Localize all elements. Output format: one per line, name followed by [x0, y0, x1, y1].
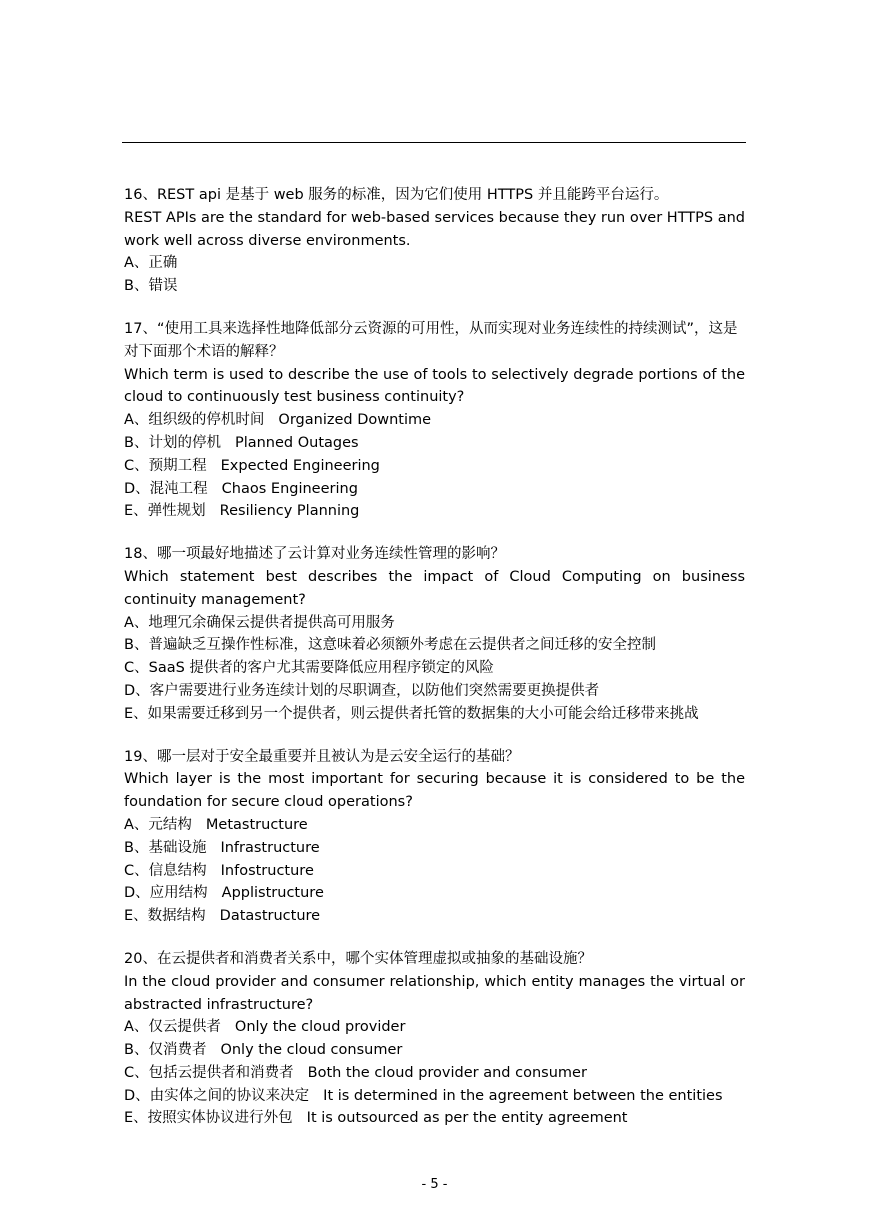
- option-chinese: D、由实体之间的协议来决定: [124, 1087, 310, 1104]
- answer-option: [124, 837, 745, 860]
- page-number: - 5 -: [421, 1177, 448, 1192]
- option-english: Only the cloud provider: [234, 1019, 406, 1036]
- answer-option: [124, 703, 745, 726]
- option-english: Only the cloud consumer: [220, 1042, 403, 1059]
- answer-option: [124, 252, 745, 275]
- option-chinese: C、SaaS 提供者的客户尤其需要降低应用程序锁定的风险: [124, 660, 494, 677]
- option-chinese: A、仅云提供者: [124, 1019, 221, 1036]
- answer-option: [124, 500, 745, 523]
- option-english: Infostructure: [220, 862, 314, 879]
- question-title: 16、REST api 是基于 web 服务的标准，因为它们使用 HTTPS 并且能跨平台运行。: [124, 187, 669, 203]
- answer-option: [124, 814, 745, 837]
- answer-option: [124, 1016, 745, 1039]
- question-english: REST APIs are the standard for web-based services because they run over HTTPS and work well across diverse environments.: [124, 209, 745, 249]
- option-chinese: A、地理冗余确保云提供者提供高可用服务: [124, 614, 395, 631]
- option-chinese: A、元结构: [124, 816, 192, 833]
- question-title: 17、“使用工具来选择性地降低部分云资源的可用性，从而实现对业务连续性的持续测试”，这是对下面那个术语的解释？: [124, 320, 738, 360]
- option-chinese: B、仅消费者: [124, 1042, 207, 1059]
- option-chinese: B、普遍缺乏互操作性标准，这意味着必须额外考虑在云提供者之间迁移的安全控制: [124, 637, 656, 654]
- question-title: 18、哪一项最好地描述了云计算对业务连续性管理的影响？: [124, 546, 505, 563]
- document-body: [124, 184, 745, 1150]
- question-english: Which term is used to describe the use of tools to selectively degrade portions of the cloud to continuously test business continuity?: [124, 366, 745, 406]
- answer-option: [124, 1107, 745, 1130]
- answer-option: [124, 1062, 745, 1085]
- question-english: Which layer is the most important for securing because it is considered to be the foundation for secure cloud operations?: [124, 771, 745, 811]
- answer-option: [124, 455, 745, 478]
- option-english: It is determined in the agreement between the entities: [323, 1087, 723, 1104]
- option-english: Expected Engineering: [220, 457, 380, 474]
- header-rule: [122, 142, 746, 143]
- answer-option: [124, 612, 745, 635]
- option-english: Datastructure: [219, 908, 321, 925]
- option-chinese: C、信息结构: [124, 862, 207, 879]
- question-title: 20、在云提供者和消费者关系中，哪个实体管理虚拟或抽象的基础设施？: [124, 950, 592, 967]
- question-block: [124, 318, 745, 523]
- option-chinese: E、如果需要迁移到另一个提供者，则云提供者托管的数据集的大小可能会给迁移带来挑战: [124, 705, 699, 722]
- option-english: Applistructure: [221, 885, 324, 902]
- question-block: [124, 746, 745, 928]
- answer-option: [124, 409, 745, 432]
- option-chinese: D、应用结构: [124, 885, 208, 902]
- answer-option: [124, 432, 745, 455]
- answer-option: [124, 657, 745, 680]
- option-chinese: E、按照实体协议进行外包: [124, 1110, 293, 1127]
- option-chinese: C、包括云提供者和消费者: [124, 1064, 294, 1081]
- answer-option: [124, 1039, 745, 1062]
- question-title: 19、哪一层对于安全最重要并且被认为是云安全运行的基础？: [124, 748, 520, 765]
- question-english: Which statement best describes the impact of Cloud Computing on business continuity management?: [124, 568, 745, 608]
- option-chinese: B、错误: [124, 278, 178, 295]
- answer-option: [124, 634, 745, 657]
- option-chinese: C、预期工程: [124, 457, 207, 474]
- answer-option: [124, 478, 745, 501]
- option-chinese: D、客户需要进行业务连续计划的尽职调查，以防他们突然需要更换提供者: [124, 682, 600, 699]
- option-chinese: E、数据结构: [124, 908, 206, 925]
- option-chinese: E、弹性规划: [124, 503, 206, 520]
- option-english: Metastructure: [205, 816, 308, 833]
- option-english: Chaos Engineering: [221, 480, 358, 497]
- option-english: Infrastructure: [220, 839, 320, 856]
- answer-option: [124, 860, 745, 883]
- option-english: Planned Outages: [234, 434, 359, 451]
- option-english: Resiliency Planning: [219, 503, 360, 520]
- question-block: [124, 948, 745, 1130]
- option-chinese: B、基础设施: [124, 839, 207, 856]
- answer-option: [124, 905, 745, 928]
- option-chinese: B、计划的停机: [124, 434, 221, 451]
- answer-option: [124, 1085, 745, 1108]
- option-english: It is outsourced as per the entity agreement: [306, 1110, 628, 1127]
- answer-option: [124, 275, 745, 298]
- option-chinese: A、组织级的停机时间: [124, 412, 265, 429]
- question-english: In the cloud provider and consumer relationship, which entity manages the virtual or abstracted infrastructure?: [124, 973, 745, 1013]
- question-block: [124, 184, 745, 298]
- option-chinese: D、混沌工程: [124, 480, 208, 497]
- option-chinese: A、正确: [124, 255, 178, 272]
- option-english: Organized Downtime: [278, 412, 432, 429]
- option-english: Both the cloud provider and consumer: [307, 1064, 587, 1081]
- answer-option: [124, 680, 745, 703]
- question-block: [124, 543, 745, 725]
- answer-option: [124, 882, 745, 905]
